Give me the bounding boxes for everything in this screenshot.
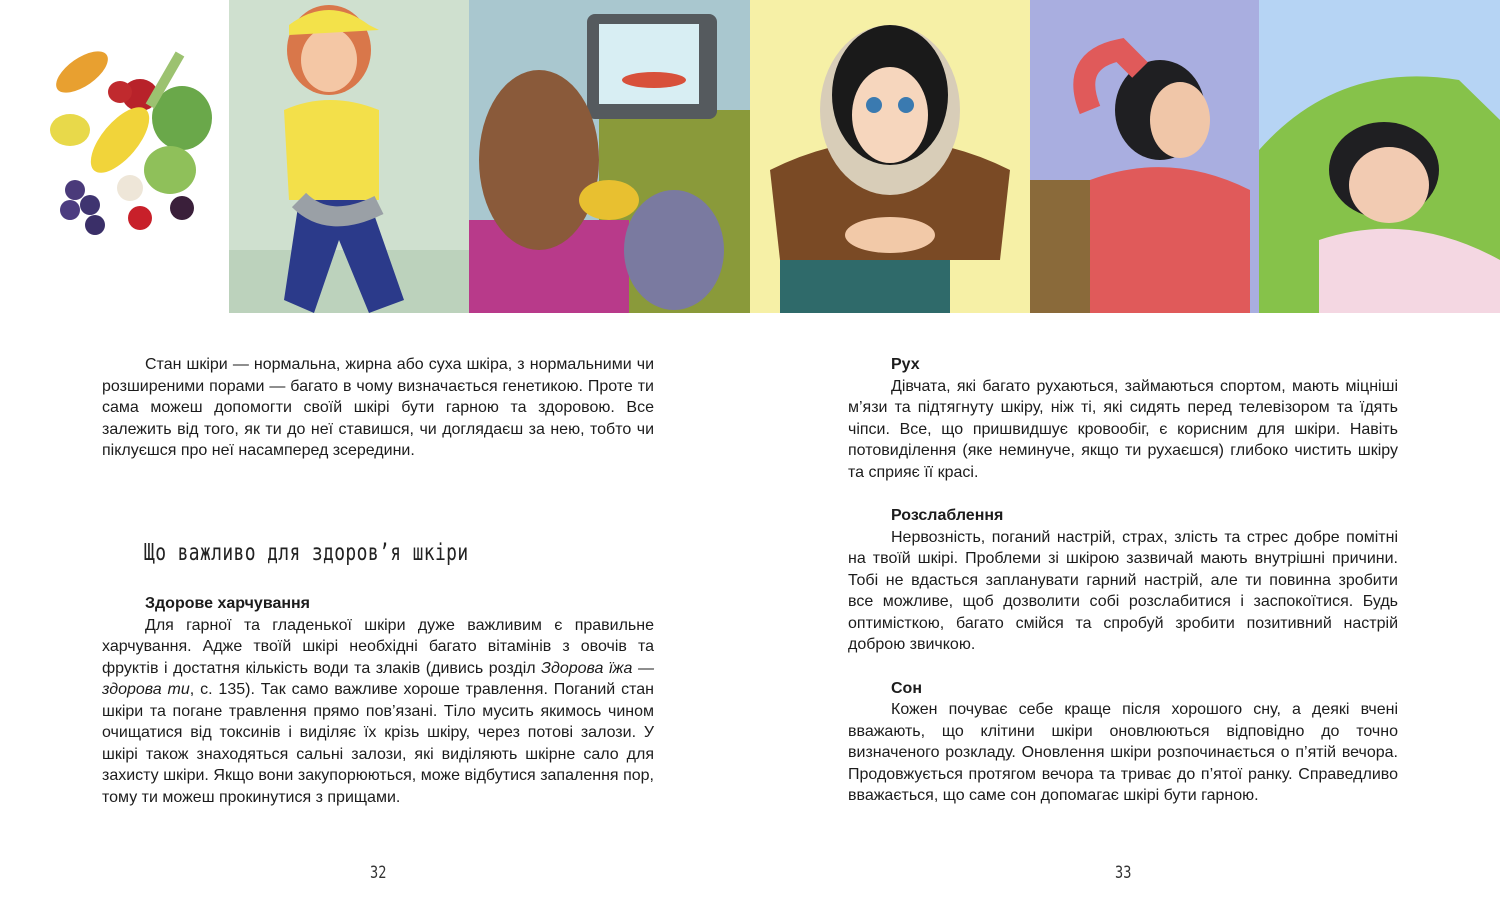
relax-paragraph: Нервозність, поганий настрій, страх, злість та стрес добре помітні на твоїй шкірі. Проблеми зі шкірою зазвичай мають внутрішні причини. Тобі не вдасться запланувати гарний настрій, але ти повинна зробити все можливе, щоб дозволити собі розслабитися і заспокоїтися. Будь оптимісткою, багато смійся та спробуй зробити позитивний настрій доброю звичкою. bbox=[848, 528, 1398, 653]
page-number-left: 32 bbox=[370, 863, 387, 883]
nutrition-title: Здорове харчування bbox=[145, 595, 311, 612]
relax-title: Розслаблення bbox=[891, 507, 1004, 524]
nutrition-text-after: , с. 135). Так само важливе хороше травлення. Поганий стан шкіри та погане травлення прямо пов’язані. Тіло мусить якимось чином очищатися від токсинів і виділяє їх крізь шкіру, через потові залози. У шкірі також знаходяться сальні залози, які виділяють шкірне сало для захисту шкіри. Якщо вони закупорюються, може відбутися запалення пор, тому ти можеш прокинутися з прищами. bbox=[102, 681, 654, 806]
movement-paragraph: Дівчата, які багато рухаються, займаються спортом, мають міцніші м’язи та підтягнуту шкіру, ніж ті, які сидять перед телевізором та їдять чіпси. Все, що пришвидшує кровообіг, є корисним для шкіри. Навіть потовиділення (яке неминуче, якщо ти рухаєшся) глибоко чистить шкіру та сприяє її красі. bbox=[848, 377, 1398, 481]
nutrition-section bbox=[102, 593, 654, 808]
sleep-paragraph: Кожен почуває себе краще після хорошого сну, а деякі вчені вважають, що клітини шкіри оновлюються відповідно до точно визначеного розкладу. Оновлення шкіри розпочинається о п’ятій вечора. Продовжується протягом вечора та триває до п’ятої ранку. Справедливо вважається, що саме сон допомагає шкірі бути гарною. bbox=[848, 701, 1398, 804]
left-page-text bbox=[102, 354, 654, 462]
section-heading: Що важливо для здоров’я шкіри bbox=[144, 540, 469, 566]
nutrition-text-before: Для гарної та гладенької шкіри дуже важливим є правильне харчування. Адже твоїй шкірі необхідні багато вітамінів з овочів та фруктів і достатня кількість води та злаків (дивись розділ bbox=[102, 616, 654, 677]
girl-relaxing-illustration bbox=[1030, 0, 1259, 313]
girl-jogging-illustration bbox=[229, 0, 469, 313]
intro-paragraph: Стан шкіри — нормальна, жирна або суха шкіра, з нормальними чи розширеними порами — багато в чому визначається генетикою. Проте ти сама можеш допомогти своїй шкірі бути гарною та здоровою. Все залежить від того, як ти до неї ставишся, чи доглядаєш за нею, тобто чи піклуєшся про неї насамперед зсередини. bbox=[102, 356, 654, 459]
sleep-title: Сон bbox=[891, 679, 922, 697]
girl-watching-tv-illustration bbox=[469, 0, 750, 313]
nutrition-paragraph bbox=[102, 615, 654, 809]
page-number-right: 33 bbox=[1115, 863, 1132, 883]
girl-sleeping-illustration bbox=[1259, 0, 1500, 313]
movement-title: Рух bbox=[891, 356, 920, 373]
right-page-text bbox=[848, 354, 1398, 807]
nutrition-text-reference: Здорова їжа — здорова ти bbox=[102, 659, 655, 698]
illustration-strip bbox=[0, 0, 1500, 313]
fruits-vegetables-illustration bbox=[0, 0, 229, 313]
girl-surprised-illustration bbox=[750, 0, 1030, 313]
